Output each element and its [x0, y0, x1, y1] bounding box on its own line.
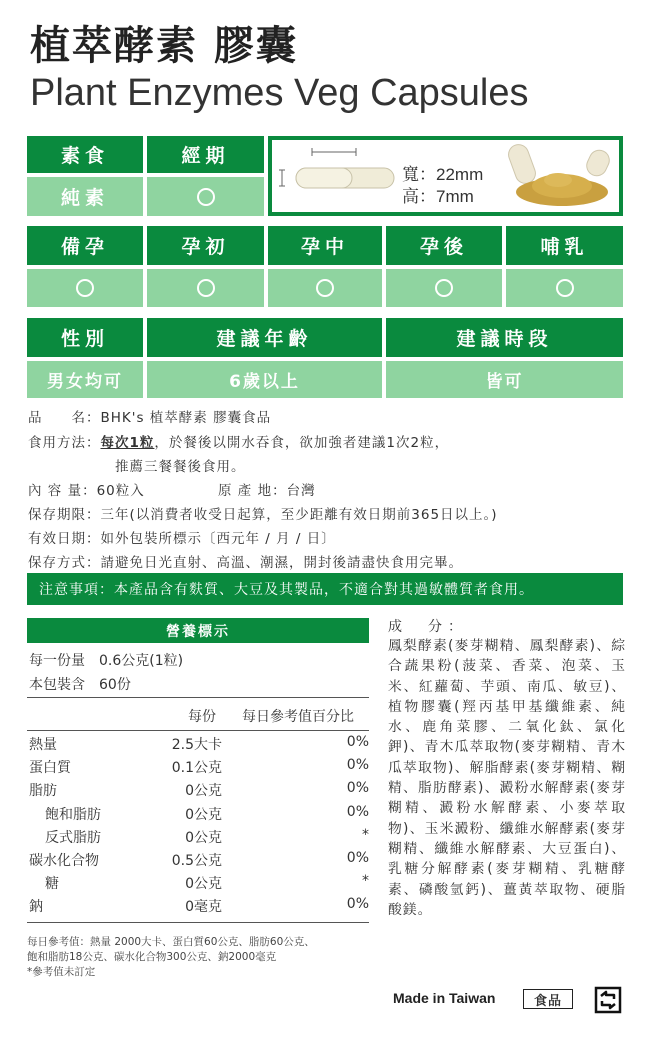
- daily-value-footnote: 每日參考值：熱量 2000大卡、蛋白質60公克、脂肪60公克、: [27, 936, 315, 948]
- pregnancy-header-early: 孕初: [147, 226, 264, 265]
- gender-value: 男女均可: [27, 361, 143, 398]
- pregnancy-value-mid: [268, 269, 382, 307]
- nutrient-daily-value: *: [362, 826, 369, 843]
- allergen-warning: 注意事項：本產品含有麩質、大豆及其製品，不適合對其過敏體質者食用。: [27, 573, 623, 605]
- time-value: 皆可: [386, 361, 623, 398]
- pregnancy-header-mid: 孕中: [268, 226, 382, 265]
- nutrient-name: 脂肪: [29, 783, 57, 800]
- nutrient-name: 反式脂肪: [45, 829, 101, 846]
- period-value: [147, 177, 264, 216]
- diet-header: 素食: [27, 136, 143, 173]
- nutrient-amount: 0公克: [185, 806, 222, 823]
- nutrient-daily-value: 0%: [346, 734, 369, 750]
- content-amount: 內 容 量：60粒入: [28, 483, 145, 499]
- nutrient-amount: 0公克: [185, 876, 222, 893]
- suitable-circle-icon: [76, 279, 94, 297]
- age-header: 建議年齡: [147, 318, 382, 357]
- storage-method: 保存方式：請避免日光直射、高溫、潮濕，開封後請盡快食用完畢。: [28, 555, 463, 571]
- nutrient-daily-value: *: [362, 873, 369, 890]
- suitable-circle-icon: [316, 279, 334, 297]
- nutrition-divider: [27, 922, 369, 923]
- usage-line: [28, 431, 449, 451]
- nutrient-daily-value: 0%: [346, 757, 369, 774]
- nutrient-name: 碳水化合物: [29, 853, 99, 869]
- suitable-circle-icon: [197, 279, 215, 297]
- nutrition-title: 營養標示: [27, 618, 369, 643]
- pregnancy-value-early: [147, 269, 264, 307]
- ingredients-text: 鳳梨酵素(麥芽糊精、鳳梨酵素)、綜合蔬果粉(菠菜、香菜、泡菜、玉米、紅蘿蔔、芋頭、南瓜、敏豆)、植物膠囊(羥丙基甲基纖維素、純水、鹿角菜膠、二氧化鈦、氯化鉀)、青木瓜萃取物(麥芽糊精、青木瓜萃取物)、解脂酵素(麥芽糊精、糊精、脂肪酵素)、澱粉水解酵素(麥芽糊精、澱粉水解酵素、小麥萃取物)、玉米澱粉、纖維水解酵素(麥芽糊精、纖維水解酵素、大豆蛋白)、乳糖分解酵素(麥芽糊精、乳糖酵素、磷酸氫鈣)、薑黃萃取物、硬脂酸鎂。: [388, 638, 626, 918]
- nutrient-name: 飽和脂肪: [45, 806, 101, 823]
- shelf-life: 保存期限：三年(以消費者收受日起算，至少距離有效日期前365日以上。): [28, 507, 498, 523]
- diet-value: 純素: [27, 177, 143, 216]
- ingredients-title: 成 分：: [388, 619, 468, 635]
- capsule-width: 寬：22mm: [402, 165, 484, 184]
- pregnancy-value-prep: [27, 269, 143, 307]
- nutrient-daily-value: 0%: [346, 780, 369, 797]
- capsule-size-panel: [268, 136, 623, 216]
- product-title-zh: 植萃酵素 膠囊: [30, 23, 298, 69]
- product-name: 品 名：BHK's 植萃酵素 膠囊食品: [28, 410, 272, 426]
- nutrient-amount: 0公克: [185, 783, 222, 800]
- nutrient-daily-value: 0%: [346, 803, 369, 820]
- pregnancy-header-nursing: 哺乳: [506, 226, 623, 265]
- pregnancy-value-nursing: [506, 269, 623, 307]
- pregnancy-header-late: 孕後: [386, 226, 502, 265]
- food-badge: 食品: [523, 989, 573, 1009]
- daily-value-footnote-2: 飽和脂肪18公克、碳水化合物300公克、鈉2000毫克: [27, 951, 277, 963]
- nutrient-name: 糖: [45, 876, 59, 893]
- undefined-value-note: *參考值未訂定: [27, 966, 96, 978]
- nutrient-amount: 0公克: [185, 829, 222, 846]
- nutrient-amount: 0毫克: [185, 899, 222, 916]
- nutrition-divider: [27, 697, 369, 698]
- pregnancy-header-prep: 備孕: [27, 226, 143, 265]
- pregnancy-value-late: [386, 269, 502, 307]
- suitable-circle-icon: [556, 279, 574, 297]
- usage-line-2: 推薦三餐餐後食用。: [115, 459, 246, 475]
- serving-size: 每一份量 0.6公克(1粒): [29, 653, 184, 669]
- nutrient-name: 熱量: [29, 737, 57, 753]
- made-in-taiwan: Made in Taiwan: [393, 990, 496, 1006]
- time-header: 建議時段: [386, 318, 623, 357]
- nutrient-amount: 2.5大卡: [171, 737, 222, 753]
- nutrient-daily-value: 0%: [346, 896, 369, 913]
- usage-text: ，於餐後以開水吞食，欲加強者建議1次2粒，: [154, 435, 450, 451]
- recycle-icon: [594, 986, 622, 1014]
- suitable-circle-icon: [435, 279, 453, 297]
- origin: 原 產 地：台灣: [218, 483, 316, 499]
- product-title-en: Plant Enzymes Veg Capsules: [30, 72, 529, 114]
- nutrient-amount: 0.1公克: [171, 760, 222, 777]
- suitable-circle-icon: [197, 188, 215, 206]
- period-header: 經期: [147, 136, 264, 173]
- col-per-serving: 每份: [188, 709, 216, 725]
- nutrient-amount: 0.5公克: [171, 853, 222, 869]
- usage-dose: 每次1粒: [100, 435, 155, 451]
- nutrient-daily-value: 0%: [346, 850, 369, 866]
- expiry-date: 有效日期：如外包裝所標示〔西元年 / 月 / 日〕: [28, 531, 336, 547]
- age-value: 6歲以上: [147, 361, 382, 398]
- nutrient-name: 鈉: [29, 899, 43, 916]
- gender-header: 性別: [27, 318, 143, 357]
- servings-per-package: 本包裝含 60份: [29, 677, 131, 693]
- nutrient-name: 蛋白質: [29, 760, 71, 777]
- nutrition-divider: [27, 730, 369, 731]
- capsule-height: 高：7mm: [402, 187, 474, 206]
- usage-label: 食用方法：: [28, 435, 101, 451]
- col-daily-value: 每日參考值百分比: [242, 709, 354, 725]
